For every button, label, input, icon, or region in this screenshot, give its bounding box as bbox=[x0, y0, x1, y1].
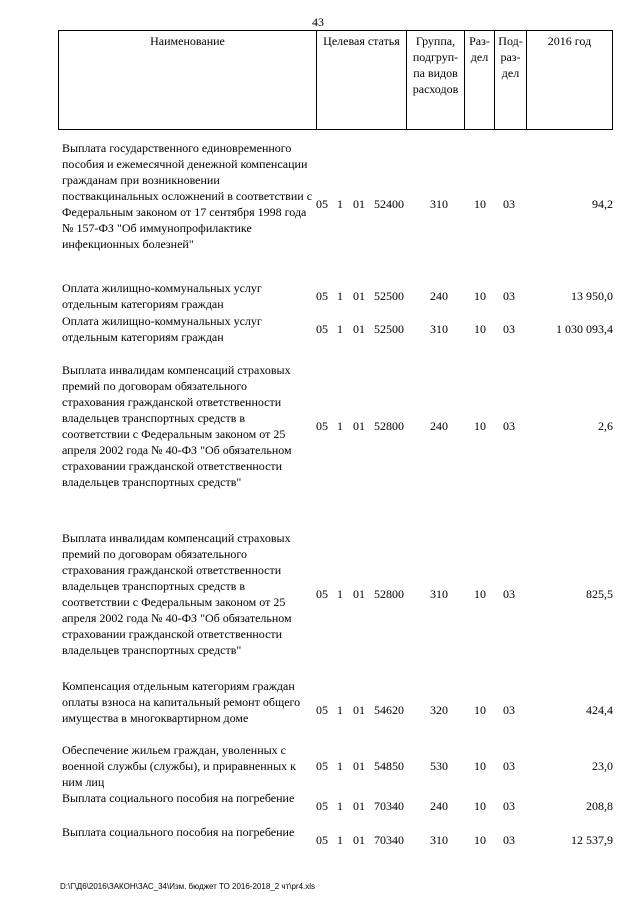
target-code-activity: 01 bbox=[353, 322, 365, 336]
page-number: 43 bbox=[312, 15, 324, 29]
row-name: Выплата социального пособия на погребение bbox=[62, 791, 295, 805]
row-name: Выплата инвалидам компенсаций страховых премий по договорам обязательного страхования гражданской ответственности владельцев транспортных средств в соответствии с Федеральным законом от 25 апреля 2002 года № 40-ФЗ "Об обязательном страховании гражданской ответственности владельцев транспортных средств" bbox=[62, 531, 292, 657]
target-code-activity: 01 bbox=[353, 799, 365, 813]
expense-group: 240 bbox=[430, 799, 448, 813]
section-code: 10 bbox=[474, 419, 486, 433]
target-code-direction: 52500 bbox=[374, 289, 404, 303]
header-section: Раз- дел bbox=[464, 31, 494, 129]
target-code-program: 05 bbox=[316, 759, 328, 773]
amount-2016: 1 030 093,4 bbox=[556, 322, 613, 336]
target-code-subprogram: 1 bbox=[337, 833, 343, 847]
subsection-code: 03 bbox=[503, 419, 515, 433]
target-code-direction: 70340 bbox=[374, 833, 404, 847]
target-code-program: 05 bbox=[316, 197, 328, 211]
target-code-direction: 70340 bbox=[374, 799, 404, 813]
target-code-subprogram: 1 bbox=[337, 759, 343, 773]
target-code-direction: 52800 bbox=[374, 587, 404, 601]
subsection-code: 03 bbox=[503, 833, 515, 847]
amount-2016: 2,6 bbox=[598, 419, 613, 433]
amount-2016: 13 950,0 bbox=[571, 289, 613, 303]
target-code-program: 05 bbox=[316, 322, 328, 336]
amount-2016: 12 537,9 bbox=[571, 833, 613, 847]
target-code-subprogram: 1 bbox=[337, 703, 343, 717]
row-name: Оплата жилищно-коммунальных услуг отдельным категориям граждан bbox=[62, 281, 262, 311]
subsection-code: 03 bbox=[503, 799, 515, 813]
amount-2016: 208,8 bbox=[586, 799, 613, 813]
expense-group: 240 bbox=[430, 289, 448, 303]
target-code-direction: 52500 bbox=[374, 322, 404, 336]
subsection-code: 03 bbox=[503, 759, 515, 773]
section-code: 10 bbox=[474, 833, 486, 847]
target-code-subprogram: 1 bbox=[337, 197, 343, 211]
target-code-subprogram: 1 bbox=[337, 419, 343, 433]
header-name: Наименование bbox=[150, 34, 225, 48]
target-code-activity: 01 bbox=[353, 587, 365, 601]
section-code: 10 bbox=[474, 587, 486, 601]
section-code: 10 bbox=[474, 799, 486, 813]
subsection-code: 03 bbox=[503, 703, 515, 717]
target-code-subprogram: 1 bbox=[337, 799, 343, 813]
row-name: Компенсация отдельным категориям граждан оплаты взноса на капитальный ремонт общего имущества в многоквартирном доме bbox=[62, 679, 301, 725]
expense-group: 310 bbox=[430, 322, 448, 336]
target-code-activity: 01 bbox=[353, 289, 365, 303]
target-code-subprogram: 1 bbox=[337, 289, 343, 303]
target-code-program: 05 bbox=[316, 289, 328, 303]
target-code-activity: 01 bbox=[353, 833, 365, 847]
expense-group: 310 bbox=[430, 197, 448, 211]
section-code: 10 bbox=[474, 289, 486, 303]
amount-2016: 94,2 bbox=[592, 197, 613, 211]
target-code-program: 05 bbox=[316, 587, 328, 601]
amount-2016: 825,5 bbox=[586, 587, 613, 601]
header-group: Группа, подгруп- па видов расходов bbox=[406, 31, 464, 129]
header-year: 2016 год bbox=[526, 31, 612, 129]
file-path-footer: D:\Г\Д6\2016\ЗАКОН\ЗАС_34\Изм. бюджет ТО 2016-2018_2 чт\pr4.xls bbox=[60, 882, 316, 891]
amount-2016: 23,0 bbox=[592, 759, 613, 773]
row-name: Обеспечение жильем граждан, уволенных с военной службы (службы), и приравненных к ним лиц bbox=[62, 743, 296, 789]
subsection-code: 03 bbox=[503, 587, 515, 601]
target-code-program: 05 bbox=[316, 833, 328, 847]
header-subsection: Под- раз- дел bbox=[494, 31, 526, 129]
row-name: Выплата государственного единовременного пособия и ежемесячной денежной компенсации гражданам при возникновении поствакцинальных осложнений в соответствии с Федеральным законом от 17 сентября 1998 года № 157-ФЗ "Об иммунопрофилактике инфекционных болезней" bbox=[62, 141, 313, 251]
subsection-code: 03 bbox=[503, 289, 515, 303]
section-code: 10 bbox=[474, 197, 486, 211]
target-code-activity: 01 bbox=[353, 197, 365, 211]
target-code-subprogram: 1 bbox=[337, 587, 343, 601]
section-code: 10 bbox=[474, 703, 486, 717]
expense-group: 310 bbox=[430, 833, 448, 847]
expense-group: 310 bbox=[430, 587, 448, 601]
target-code-direction: 52400 bbox=[374, 197, 404, 211]
row-name: Оплата жилищно-коммунальных услуг отдельным категориям граждан bbox=[62, 314, 262, 344]
target-code-activity: 01 bbox=[353, 419, 365, 433]
expense-group: 530 bbox=[430, 759, 448, 773]
subsection-code: 03 bbox=[503, 322, 515, 336]
target-code-program: 05 bbox=[316, 703, 328, 717]
section-code: 10 bbox=[474, 322, 486, 336]
subsection-code: 03 bbox=[503, 197, 515, 211]
target-code-activity: 01 bbox=[353, 703, 365, 717]
row-name: Выплата социального пособия на погребение bbox=[62, 825, 295, 839]
target-code-direction: 54620 bbox=[374, 703, 404, 717]
target-code-program: 05 bbox=[316, 419, 328, 433]
target-code-program: 05 bbox=[316, 799, 328, 813]
amount-2016: 424,4 bbox=[586, 703, 613, 717]
header-target: Целевая статья bbox=[316, 31, 406, 129]
expense-group: 320 bbox=[430, 703, 448, 717]
section-code: 10 bbox=[474, 759, 486, 773]
target-code-direction: 52800 bbox=[374, 419, 404, 433]
target-code-subprogram: 1 bbox=[337, 322, 343, 336]
table-header bbox=[58, 30, 613, 130]
row-name: Выплата инвалидам компенсаций страховых премий по договорам обязательного страхования гражданской ответственности владельцев транспортных средств в соответствии с Федеральным законом от 25 апреля 2002 года № 40-ФЗ "Об обязательном страховании гражданской ответственности владельцев транспортных средств" bbox=[62, 363, 292, 489]
expense-group: 240 bbox=[430, 419, 448, 433]
target-code-activity: 01 bbox=[353, 759, 365, 773]
target-code-direction: 54850 bbox=[374, 759, 404, 773]
